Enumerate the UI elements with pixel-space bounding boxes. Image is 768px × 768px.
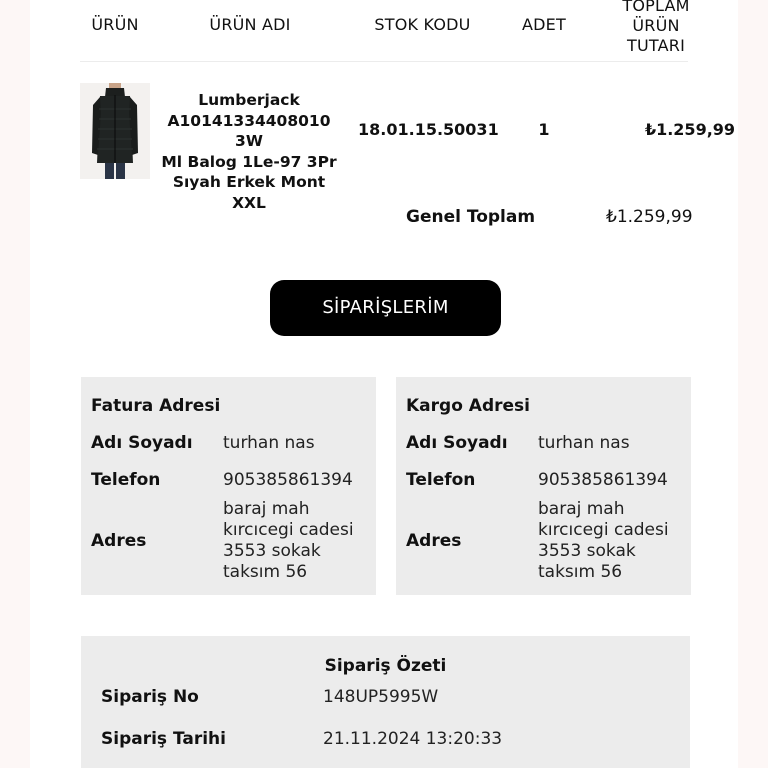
shipping-address-line: baraj mah	[538, 499, 625, 519]
billing-phone-label: Telefon	[91, 470, 161, 490]
shipping-phone: 905385861394	[538, 470, 668, 490]
shipping-phone-label: Telefon	[406, 470, 476, 490]
header-product-name: ÜRÜN ADI	[209, 15, 291, 34]
billing-address-label: Adres	[91, 531, 147, 551]
summary-title: Sipariş Özeti	[324, 656, 447, 676]
my-orders-button[interactable]: SİPARİŞLERİM	[270, 280, 501, 336]
billing-name: turhan nas	[223, 433, 315, 453]
product-name-line: A10141334408010 3W	[167, 111, 331, 150]
billing-name-label: Adı Soyadı	[91, 433, 193, 453]
jacket-image	[80, 83, 150, 179]
header-total-line: TUTARI	[627, 36, 685, 55]
billing-address-card	[81, 377, 376, 595]
billing-title: Fatura Adresi	[91, 396, 221, 416]
product-name-line: Sıyah Erkek Mont XXL	[172, 173, 326, 212]
order-number: 148UP5995W	[323, 687, 439, 707]
header-product: ÜRÜN	[91, 15, 139, 34]
header-total-line: ÜRÜN	[632, 16, 680, 35]
shipping-name: turhan nas	[538, 433, 630, 453]
product-stock-code: 18.01.15.50031	[358, 120, 499, 139]
header-stock-code: STOK KODU	[374, 15, 471, 34]
billing-address	[223, 499, 373, 583]
grand-total-value: ₺1.259,99	[606, 207, 693, 227]
order-confirmation-page	[30, 0, 738, 768]
table-row	[80, 62, 736, 212]
billing-address-line: kırcıcegi cadesi	[223, 520, 354, 540]
product-quantity: 1	[538, 120, 550, 139]
product-name[interactable]	[156, 90, 342, 213]
order-date: 21.11.2024 13:20:33	[323, 729, 503, 749]
order-summary	[81, 636, 690, 768]
header-total-line: TOPLAM	[622, 0, 690, 15]
shipping-address-card	[396, 377, 691, 595]
order-number-label: Sipariş No	[101, 687, 199, 707]
grand-total-label: Genel Toplam	[406, 207, 536, 227]
shipping-address-line: taksım 56	[538, 562, 623, 582]
order-date-label: Sipariş Tarihi	[101, 729, 226, 749]
billing-address-line: baraj mah	[223, 499, 310, 519]
shipping-name-label: Adı Soyadı	[406, 433, 508, 453]
billing-address-line: 3553 sokak	[223, 541, 321, 561]
shipping-address-line: 3553 sokak	[538, 541, 636, 561]
product-image[interactable]	[80, 83, 150, 179]
shipping-address-label: Adres	[406, 531, 462, 551]
product-name-line: Ml Balog 1Le-97 3Pr	[161, 152, 337, 171]
shipping-title: Kargo Adresi	[406, 396, 530, 416]
product-total: ₺1.259,99	[644, 120, 736, 139]
header-total	[620, 0, 692, 56]
shipping-address	[538, 499, 688, 583]
product-table-header	[80, 0, 688, 62]
billing-phone: 905385861394	[223, 470, 353, 490]
header-quantity: ADET	[522, 15, 566, 34]
shipping-address-line: kırcıcegi cadesi	[538, 520, 669, 540]
billing-address-line: taksım 56	[223, 562, 308, 582]
product-name-line: Lumberjack	[198, 91, 300, 109]
